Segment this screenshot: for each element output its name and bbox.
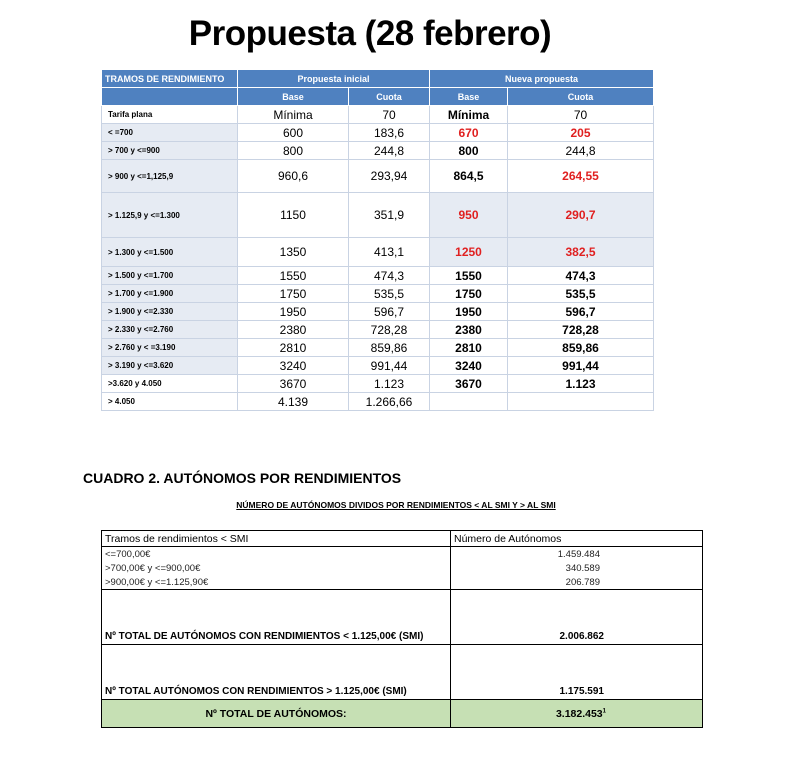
cuota-initial-cell: 859,86	[349, 339, 430, 357]
base-initial-cell: 600	[238, 124, 349, 142]
base-initial-cell: 1750	[238, 285, 349, 303]
cuota-new-cell: 991,44	[508, 357, 654, 375]
table-row	[102, 142, 654, 160]
row-label: > 700 y <=900	[102, 142, 238, 160]
row-label: >3.620 y 4.050	[102, 375, 238, 393]
table-row	[102, 160, 654, 193]
cuota-initial-cell: 728,28	[349, 321, 430, 339]
table-row	[102, 561, 703, 575]
cuota-new-cell: 474,3	[508, 267, 654, 285]
page-title: Propuesta (28 febrero)	[188, 14, 552, 53]
base-new-cell: 3240	[430, 357, 508, 375]
cuota-initial-cell: 413,1	[349, 238, 430, 267]
table-row	[102, 106, 654, 124]
cuota-header-new: Cuota	[508, 88, 654, 106]
cuota-initial-cell: 1.266,66	[349, 393, 430, 411]
table-row	[102, 575, 703, 590]
base-new-cell: 1250	[430, 238, 508, 267]
base-initial-cell: 1350	[238, 238, 349, 267]
base-new-cell: 1750	[430, 285, 508, 303]
cuota-new-cell	[508, 393, 654, 411]
table-row	[102, 285, 654, 303]
base-new-cell: 2380	[430, 321, 508, 339]
col-tramos: Tramos de rendimientos < SMI	[102, 531, 451, 547]
group-initial-header: Propuesta inicial	[238, 70, 430, 88]
base-new-cell: 1950	[430, 303, 508, 321]
base-new-cell: 800	[430, 142, 508, 160]
base-new-cell: 950	[430, 193, 508, 238]
row-label: >900,00€ y <=1.125,90€	[102, 575, 451, 590]
base-initial-cell: 1550	[238, 267, 349, 285]
cuota-new-cell: 859,86	[508, 339, 654, 357]
base-initial-cell: 960,6	[238, 160, 349, 193]
base-initial-cell: 4.139	[238, 393, 349, 411]
row-label: > 1.125,9 y <=1.300	[102, 193, 238, 238]
total-below-row	[102, 590, 703, 645]
base-header-new: Base	[430, 88, 508, 106]
col-tramos-header: TRAMOS DE RENDIMIENTO	[102, 70, 238, 88]
total-below-label: Nº TOTAL DE AUTÓNOMOS CON RENDIMIENTOS < 1.125,00€ (SMI)	[102, 590, 451, 645]
cuota-header-initial: Cuota	[349, 88, 430, 106]
fee-table	[101, 69, 654, 411]
table-row	[102, 303, 654, 321]
cuota-initial-cell: 991,44	[349, 357, 430, 375]
fee-table-header-row-1	[102, 70, 654, 88]
table-row	[102, 357, 654, 375]
base-new-cell	[430, 393, 508, 411]
section-heading: CUADRO 2. AUTÓNOMOS POR RENDIMIENTOS	[83, 470, 402, 486]
grand-total-row	[102, 700, 703, 728]
base-initial-cell: 2380	[238, 321, 349, 339]
cuota-new-cell: 535,5	[508, 285, 654, 303]
base-new-cell: 3670	[430, 375, 508, 393]
row-value: 206.789	[451, 575, 703, 590]
cuota-new-cell: 290,7	[508, 193, 654, 238]
row-label: > 1.500 y <=1.700	[102, 267, 238, 285]
cuota-initial-cell: 474,3	[349, 267, 430, 285]
base-initial-cell: 1150	[238, 193, 349, 238]
base-initial-cell: 3240	[238, 357, 349, 375]
base-header-initial: Base	[238, 88, 349, 106]
fee-table-header-row-2	[102, 88, 654, 106]
base-initial-cell: Mínima	[238, 106, 349, 124]
table-row	[102, 393, 654, 411]
col-numero: Número de Autónomos	[451, 531, 703, 547]
cuota-initial-cell: 244,8	[349, 142, 430, 160]
base-new-cell: Mínima	[430, 106, 508, 124]
row-label: < =700	[102, 124, 238, 142]
cuota-new-cell: 728,28	[508, 321, 654, 339]
grand-total-label: Nº TOTAL DE AUTÓNOMOS:	[102, 700, 451, 728]
row-label: > 2.330 y <=2.760	[102, 321, 238, 339]
table-row	[102, 267, 654, 285]
grand-total-footnote: 1	[602, 708, 606, 714]
table-row	[102, 124, 654, 142]
autonomos-header-row	[102, 531, 703, 547]
cuota-new-cell: 1.123	[508, 375, 654, 393]
row-label: > 1.700 y <=1.900	[102, 285, 238, 303]
cuota-new-cell: 244,8	[508, 142, 654, 160]
header-blank	[102, 88, 238, 106]
cuota-initial-cell: 596,7	[349, 303, 430, 321]
base-initial-cell: 2810	[238, 339, 349, 357]
table-row	[102, 193, 654, 238]
cuota-initial-cell: 293,94	[349, 160, 430, 193]
cuota-new-cell: 70	[508, 106, 654, 124]
grand-total-value: 3.182.453	[555, 707, 603, 720]
base-initial-cell: 800	[238, 142, 349, 160]
cuota-initial-cell: 351,9	[349, 193, 430, 238]
total-above-label: Nº TOTAL AUTÓNOMOS CON RENDIMIENTOS > 1.125,00€ (SMI)	[102, 645, 451, 700]
row-label: >700,00€ y <=900,00€	[102, 561, 451, 575]
base-initial-cell: 3670	[238, 375, 349, 393]
cuota-initial-cell: 535,5	[349, 285, 430, 303]
row-label: Tarifa plana	[102, 106, 238, 124]
base-new-cell: 864,5	[430, 160, 508, 193]
base-new-cell: 2810	[430, 339, 508, 357]
cuota-initial-cell: 183,6	[349, 124, 430, 142]
row-label: > 2.760 y < =3.190	[102, 339, 238, 357]
row-label: <=700,00€	[102, 547, 451, 562]
table-row	[102, 339, 654, 357]
row-label: > 3.190 y <=3.620	[102, 357, 238, 375]
row-label: > 1.900 y <=2.330	[102, 303, 238, 321]
row-value: 340.589	[451, 561, 703, 575]
table-row	[102, 321, 654, 339]
cuota-new-cell: 205	[508, 124, 654, 142]
row-label: > 4.050	[102, 393, 238, 411]
cuota-initial-cell: 1.123	[349, 375, 430, 393]
row-label: > 900 y <=1,125,9	[102, 160, 238, 193]
table-row	[102, 238, 654, 267]
table-row	[102, 375, 654, 393]
group-new-header: Nueva propuesta	[430, 70, 654, 88]
base-initial-cell: 1950	[238, 303, 349, 321]
grand-total-cell	[451, 700, 703, 728]
total-above-value: 1.175.591	[451, 645, 703, 700]
fee-table-body	[102, 106, 654, 411]
total-below-value: 2.006.862	[451, 590, 703, 645]
row-label: > 1.300 y <=1.500	[102, 238, 238, 267]
base-new-cell: 670	[430, 124, 508, 142]
cuota-new-cell: 382,5	[508, 238, 654, 267]
table-row	[102, 547, 703, 562]
cuota-initial-cell: 70	[349, 106, 430, 124]
base-new-cell: 1550	[430, 267, 508, 285]
section-subheading: NÚMERO DE AUTÓNOMOS DIVIDOS POR RENDIMIENTOS < AL SMI Y > AL SMI	[236, 500, 556, 510]
cuota-new-cell: 264,55	[508, 160, 654, 193]
autonomos-table	[101, 530, 703, 728]
cuota-new-cell: 596,7	[508, 303, 654, 321]
total-above-row	[102, 645, 703, 700]
row-value: 1.459.484	[451, 547, 703, 562]
